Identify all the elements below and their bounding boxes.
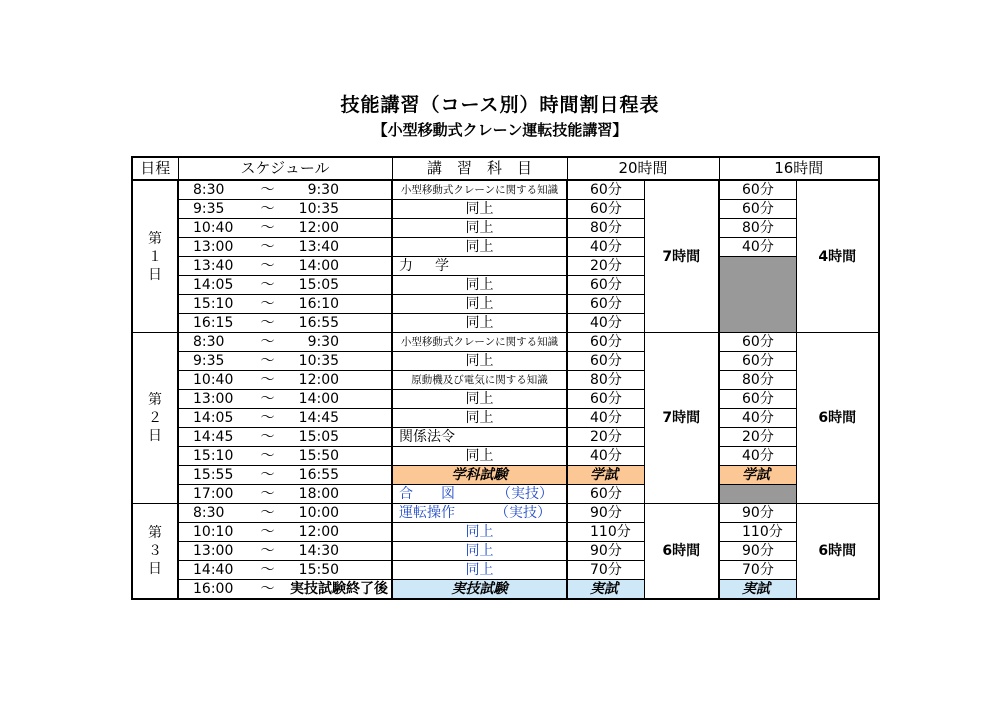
tilde: ～ — [245, 314, 290, 333]
start-time: 13:00 — [178, 542, 245, 561]
minutes-20h: 40分 — [567, 447, 644, 466]
end-time: 16:10 — [290, 295, 392, 314]
start-time: 15:55 — [178, 466, 245, 485]
table-row — [132, 180, 879, 200]
subject: 同上 — [392, 219, 567, 238]
minutes-20h: 40分 — [567, 314, 644, 333]
minutes-16h: 20分 — [719, 428, 796, 447]
minutes-20h: 90分 — [567, 542, 644, 561]
minutes-20h: 60分 — [567, 352, 644, 371]
table-row — [132, 390, 879, 409]
tilde: ～ — [245, 409, 290, 428]
minutes-16h: 90分 — [719, 504, 796, 523]
subject: 同上 — [392, 238, 567, 257]
minutes-20h: 110分 — [567, 523, 644, 542]
start-time: 15:10 — [178, 295, 245, 314]
minutes-20h: 60分 — [567, 333, 644, 352]
tilde: ～ — [245, 238, 290, 257]
end-time: 16:55 — [290, 314, 392, 333]
table-row — [132, 523, 879, 542]
subject: 小型移動式クレーンに関する知識 — [392, 333, 567, 352]
start-time: 15:10 — [178, 447, 245, 466]
table-row — [132, 352, 879, 371]
tilde: ～ — [245, 390, 290, 409]
tilde: ～ — [245, 561, 290, 580]
end-time: 15:50 — [290, 561, 392, 580]
minutes-16h: 40分 — [719, 447, 796, 466]
start-time: 14:40 — [178, 561, 245, 580]
table-row — [132, 504, 879, 523]
subject: 同上 — [392, 314, 567, 333]
end-time: 10:35 — [290, 352, 392, 371]
total-20h-day3: 6時間 — [644, 504, 719, 600]
exam-marker-20h: 実試 — [567, 580, 644, 600]
minutes-16h: 60分 — [719, 333, 796, 352]
tilde: ～ — [245, 219, 290, 238]
subject: 同上 — [392, 276, 567, 295]
minutes-20h: 90分 — [567, 504, 644, 523]
table-row — [132, 485, 879, 504]
end-time: 15:50 — [290, 447, 392, 466]
table-row — [132, 447, 879, 466]
tilde: ～ — [245, 333, 290, 352]
subject: 運転操作 （実技） — [392, 504, 567, 523]
end-time: 12:00 — [290, 371, 392, 390]
start-time: 13:40 — [178, 257, 245, 276]
start-time: 8:30 — [178, 333, 245, 352]
written-exam-cell: 学科試験 — [392, 466, 567, 485]
start-time: 17:00 — [178, 485, 245, 504]
minutes-16h: 60分 — [719, 180, 796, 200]
day-label-3: 第３日 — [132, 504, 178, 600]
minutes-16h: 60分 — [719, 200, 796, 219]
header-row — [132, 157, 879, 180]
tilde: ～ — [245, 466, 290, 485]
start-time: 10:10 — [178, 523, 245, 542]
minutes-16h: 40分 — [719, 238, 796, 257]
minutes-20h: 60分 — [567, 295, 644, 314]
start-time: 13:00 — [178, 390, 245, 409]
end-note: 実技試験終了後 — [290, 580, 392, 600]
minutes-20h: 70分 — [567, 561, 644, 580]
subject: 同上 — [392, 542, 567, 561]
day-label-2: 第２日 — [132, 333, 178, 504]
blank-16h-cell — [719, 485, 796, 504]
start-time: 13:00 — [178, 238, 245, 257]
minutes-16h: 40分 — [719, 409, 796, 428]
total-16h-day3: 6時間 — [796, 504, 879, 600]
end-time: 12:00 — [290, 219, 392, 238]
minutes-20h: 60分 — [567, 276, 644, 295]
minutes-20h: 80分 — [567, 371, 644, 390]
total-16h-day1: 4時間 — [796, 180, 879, 333]
start-time: 14:45 — [178, 428, 245, 447]
tilde: ～ — [245, 542, 290, 561]
start-time: 16:15 — [178, 314, 245, 333]
header-schedule: スケジュール — [178, 157, 392, 180]
subject: 小型移動式クレーンに関する知識 — [392, 180, 567, 200]
table-row — [132, 219, 879, 238]
tilde: ～ — [245, 180, 290, 200]
subject: 同上 — [392, 523, 567, 542]
table-row — [132, 561, 879, 580]
start-time: 14:05 — [178, 409, 245, 428]
tilde: ～ — [245, 523, 290, 542]
subject: 原動機及び電気に関する知識 — [392, 371, 567, 390]
minutes-20h: 60分 — [567, 180, 644, 200]
start-time: 8:30 — [178, 504, 245, 523]
subject: 合 図 （実技） — [392, 485, 567, 504]
tilde: ～ — [245, 257, 290, 276]
subject: 同上 — [392, 561, 567, 580]
minutes-20h: 80分 — [567, 219, 644, 238]
subject: 同上 — [392, 352, 567, 371]
header-subject: 講 習 科 目 — [392, 157, 567, 180]
table-row — [132, 409, 879, 428]
table-row — [132, 333, 879, 352]
page-title: 技能講習（コース別）時間割日程表 — [340, 94, 660, 116]
header-20h: 20時間 — [567, 157, 719, 180]
minutes-16h: 60分 — [719, 352, 796, 371]
minutes-20h: 20分 — [567, 257, 644, 276]
tilde: ～ — [245, 447, 290, 466]
table-row — [132, 466, 879, 485]
minutes-16h: 80分 — [719, 371, 796, 390]
header-16h: 16時間 — [719, 157, 879, 180]
end-time: 14:00 — [290, 390, 392, 409]
end-time: 13:40 — [290, 238, 392, 257]
end-time: 14:00 — [290, 257, 392, 276]
minutes-20h: 40分 — [567, 409, 644, 428]
total-20h-day2: 7時間 — [644, 333, 719, 504]
tilde: ～ — [245, 371, 290, 390]
total-20h-day1: 7時間 — [644, 180, 719, 333]
end-time: 10:00 — [290, 504, 392, 523]
table-row — [132, 428, 879, 447]
practical-exam-cell: 実技試験 — [392, 580, 567, 600]
table-row — [132, 371, 879, 390]
minutes-20h: 60分 — [567, 200, 644, 219]
minutes-16h: 60分 — [719, 390, 796, 409]
exam-marker-16h: 実試 — [719, 580, 796, 600]
minutes-20h: 60分 — [567, 390, 644, 409]
end-time: 10:35 — [290, 200, 392, 219]
end-time: 12:00 — [290, 523, 392, 542]
tilde: ～ — [245, 276, 290, 295]
minutes-20h: 60分 — [567, 485, 644, 504]
tilde: ～ — [245, 580, 290, 600]
end-time: 9:30 — [290, 180, 392, 200]
exam-marker-20h: 学試 — [567, 466, 644, 485]
subject: 同上 — [392, 200, 567, 219]
table-row — [132, 580, 879, 600]
subject: 同上 — [392, 409, 567, 428]
start-time: 8:30 — [178, 180, 245, 200]
tilde: ～ — [245, 504, 290, 523]
minutes-16h: 70分 — [719, 561, 796, 580]
exam-marker-16h: 学試 — [719, 466, 796, 485]
start-time: 14:05 — [178, 276, 245, 295]
page-subtitle: 【小型移動式クレーン運転技能講習】 — [372, 121, 628, 139]
day-label-1: 第１日 — [132, 180, 178, 333]
subject: 同上 — [392, 447, 567, 466]
tilde: ～ — [245, 352, 290, 371]
table-row — [132, 238, 879, 257]
minutes-16h: 110分 — [719, 523, 796, 542]
tilde: ～ — [245, 428, 290, 447]
table-row — [132, 257, 879, 276]
end-time: 14:45 — [290, 409, 392, 428]
subject: 力 学 — [392, 257, 567, 276]
minutes-20h: 20分 — [567, 428, 644, 447]
table-row — [132, 542, 879, 561]
end-time: 15:05 — [290, 276, 392, 295]
table-row — [132, 200, 879, 219]
total-16h-day2: 6時間 — [796, 333, 879, 504]
start-time: 16:00 — [178, 580, 245, 600]
start-time: 9:35 — [178, 200, 245, 219]
end-time: 14:30 — [290, 542, 392, 561]
minutes-20h: 40分 — [567, 238, 644, 257]
header-day: 日程 — [132, 157, 178, 180]
minutes-16h: 80分 — [719, 219, 796, 238]
end-time: 15:05 — [290, 428, 392, 447]
start-time: 10:40 — [178, 371, 245, 390]
subject: 同上 — [392, 295, 567, 314]
tilde: ～ — [245, 295, 290, 314]
end-time: 9:30 — [290, 333, 392, 352]
minutes-16h: 90分 — [719, 542, 796, 561]
end-time: 18:00 — [290, 485, 392, 504]
tilde: ～ — [245, 485, 290, 504]
subject: 関係法令 — [392, 428, 567, 447]
end-time: 16:55 — [290, 466, 392, 485]
start-time: 10:40 — [178, 219, 245, 238]
schedule-table — [131, 156, 880, 600]
tilde: ～ — [245, 200, 290, 219]
start-time: 9:35 — [178, 352, 245, 371]
subject: 同上 — [392, 390, 567, 409]
blank-16h-cell — [719, 257, 796, 333]
